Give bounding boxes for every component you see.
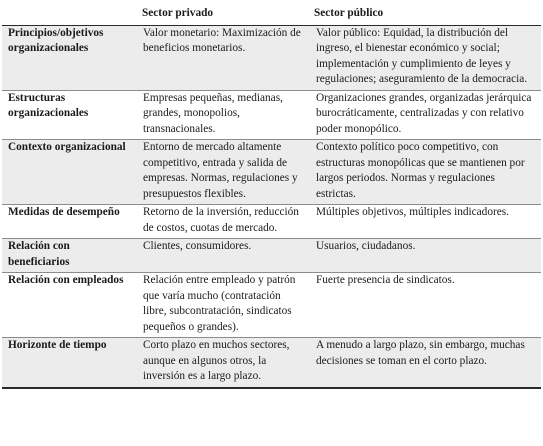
header-sector-publico: Sector público [308,2,541,25]
cell-privado: Clientes, consumidores. [136,239,308,273]
cell-publico: A menudo a largo plazo, sin embargo, muchas decisiones se toman en el corto plazo. [308,338,541,388]
table-row [2,205,541,239]
row-label: Relación con beneficiarios [2,239,136,273]
cell-privado: Retorno de la inversión, reducción de costos, cuotas de mercado. [136,205,308,239]
row-label: Relación con empleados [2,273,136,338]
cell-privado: Corto plazo en muchos sectores, aunque en algunos otros, la inversión es a largo plazo. [136,338,308,388]
table-row [2,273,541,338]
row-label: Medidas de desempeño [2,205,136,239]
table-row [2,338,541,388]
cell-publico: Valor público: Equidad, la distribución del ingreso, el bienestar económico y social; implementación y cumplimiento de leyes y regulaciones; aseguramiento de la democracia. [308,25,541,90]
cell-publico: Contexto político poco competitivo, con estructuras monopólicas que se mantienen por largos periodos. Normas y regulaciones estrictas. [308,140,541,205]
cell-privado: Empresas pequeñas, medianas, grandes, monopolios, transnacionales. [136,90,308,140]
cell-publico: Múltiples objetivos, múltiples indicadores. [308,205,541,239]
table-row [2,25,541,90]
cell-privado: Entorno de mercado altamente competitivo, entrada y salida de empresas. Normas, regulaciones y presupuestos flexibles. [136,140,308,205]
comparison-table [2,2,541,389]
table-row [2,239,541,273]
row-label: Principios/objetivos organizacionales [2,25,136,90]
header-row [2,2,541,25]
header-empty-cell [2,2,136,25]
table-row [2,90,541,140]
table-row [2,140,541,205]
row-label: Contexto organizacional [2,140,136,205]
cell-publico: Organizaciones grandes, organizadas jerárquica burocráticamente, centralizadas y con relativo poder monopólico. [308,90,541,140]
cell-privado: Relación entre empleado y patrón que varía mucho (contratación libre, subcontratación, sindicatos pequeños o grandes). [136,273,308,338]
header-sector-privado: Sector privado [136,2,308,25]
cell-publico: Fuerte presencia de sindicatos. [308,273,541,338]
row-label: Estructuras organizacionales [2,90,136,140]
row-label: Horizonte de tiempo [2,338,136,388]
cell-privado: Valor monetario: Maximización de beneficios monetarios. [136,25,308,90]
cell-publico: Usuarios, ciudadanos. [308,239,541,273]
